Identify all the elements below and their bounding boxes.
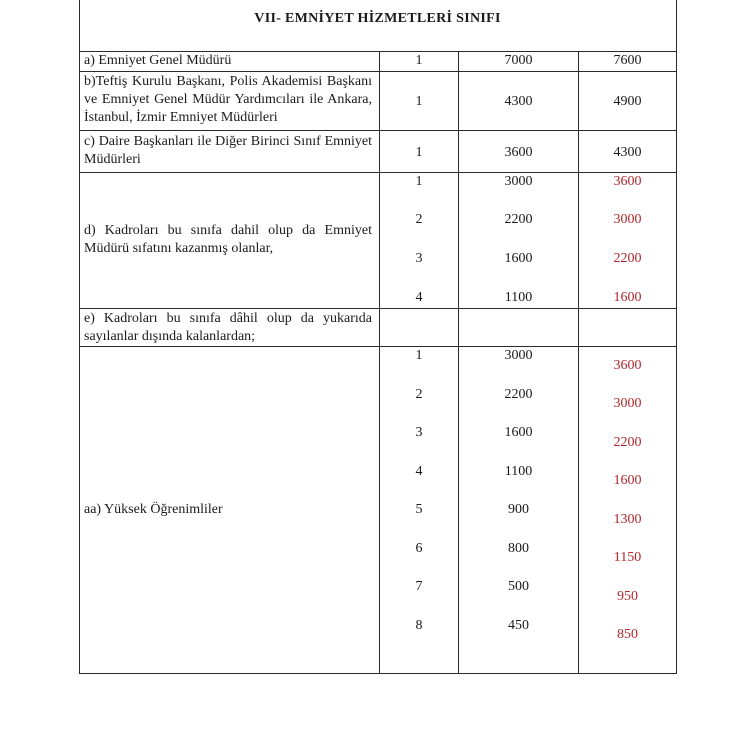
- row-aa-current: 1100: [504, 464, 533, 479]
- row-d-current: 2200: [504, 212, 533, 227]
- row-b-description: b)Teftiş Kurulu Başkanı, Polis Akademisi Başkanı ve Emniyet Genel Müdür Yardımcıları ile Ankara, İstanbul, İzmir Emniyet Müdürleri: [84, 74, 372, 125]
- row-aa-new: 3600: [613, 358, 642, 373]
- row-b-current: 4300: [504, 94, 533, 109]
- row-aa-description: aa) Yüksek Öğrenimliler: [84, 502, 223, 517]
- row-rule-a: [79, 71, 677, 72]
- row-a-new: 7600: [613, 53, 642, 68]
- row-rule-d: [79, 308, 677, 309]
- row-a-degree: 1: [415, 53, 423, 68]
- row-c-new: 4300: [613, 145, 642, 160]
- row-d-current: 1100: [504, 290, 533, 305]
- row-rule-e: [79, 346, 677, 347]
- row-aa-current: 500: [508, 579, 529, 594]
- row-aa-degree: 6: [415, 541, 423, 556]
- row-aa-degree: 8: [415, 618, 423, 633]
- row-aa-degree: 3: [415, 425, 423, 440]
- row-aa-current: 450: [508, 618, 529, 633]
- row-d-degree: 4: [415, 290, 423, 305]
- row-d-current: 1600: [504, 251, 533, 266]
- row-aa-new: 1300: [613, 512, 642, 527]
- row-b-new: 4900: [613, 94, 642, 109]
- row-aa-degree: 5: [415, 502, 423, 517]
- table-border-right: [676, 0, 677, 674]
- row-aa-new: 950: [617, 589, 638, 604]
- row-aa-current: 2200: [504, 387, 533, 402]
- row-rule-b: [79, 130, 677, 131]
- row-b-degree: 1: [415, 94, 423, 109]
- row-c-current: 3600: [504, 145, 533, 160]
- row-aa-new: 2200: [613, 435, 642, 450]
- row-d-current: 3000: [504, 174, 533, 189]
- row-aa-degree: 1: [415, 348, 423, 363]
- row-aa-current: 900: [508, 502, 529, 517]
- row-aa-current: 800: [508, 541, 529, 556]
- row-d-degree: 2: [415, 212, 423, 227]
- row-aa-degree: 7: [415, 579, 423, 594]
- row-a-description: a) Emniyet Genel Müdürü: [84, 53, 232, 68]
- row-c-degree: 1: [415, 145, 423, 160]
- row-aa-new: 850: [617, 627, 638, 642]
- row-d-new: 3600: [613, 174, 642, 189]
- row-aa-current: 1600: [504, 425, 533, 440]
- table-title: VII- EMNİYET HİZMETLERİ SINIFI: [254, 11, 501, 26]
- row-aa-new: 3000: [613, 396, 642, 411]
- table-border-bottom: [79, 673, 677, 674]
- row-e-description: e) Kadroları bu sınıfa dâhil olup da yukarıda sayılanlar dışında kalanlardan;: [84, 311, 372, 344]
- row-aa-new: 1150: [613, 550, 642, 565]
- row-d-degree: 1: [415, 174, 423, 189]
- row-aa-new: 1600: [613, 473, 642, 488]
- row-aa-degree: 4: [415, 464, 423, 479]
- row-d-new: 2200: [613, 251, 642, 266]
- row-d-new: 1600: [613, 290, 642, 305]
- table-border-left: [79, 0, 80, 674]
- row-aa-degree: 2: [415, 387, 423, 402]
- row-d-description: d) Kadroları bu sınıfa dahil olup da Emniyet Müdürü sıfatını kazanmış olanlar,: [84, 223, 372, 256]
- row-d-new: 3000: [613, 212, 642, 227]
- row-a-current: 7000: [504, 53, 533, 68]
- row-d-degree: 3: [415, 251, 423, 266]
- row-c-description: c) Daire Başkanları ile Diğer Birinci Sınıf Emniyet Müdürleri: [84, 134, 372, 167]
- row-aa-current: 3000: [504, 348, 533, 363]
